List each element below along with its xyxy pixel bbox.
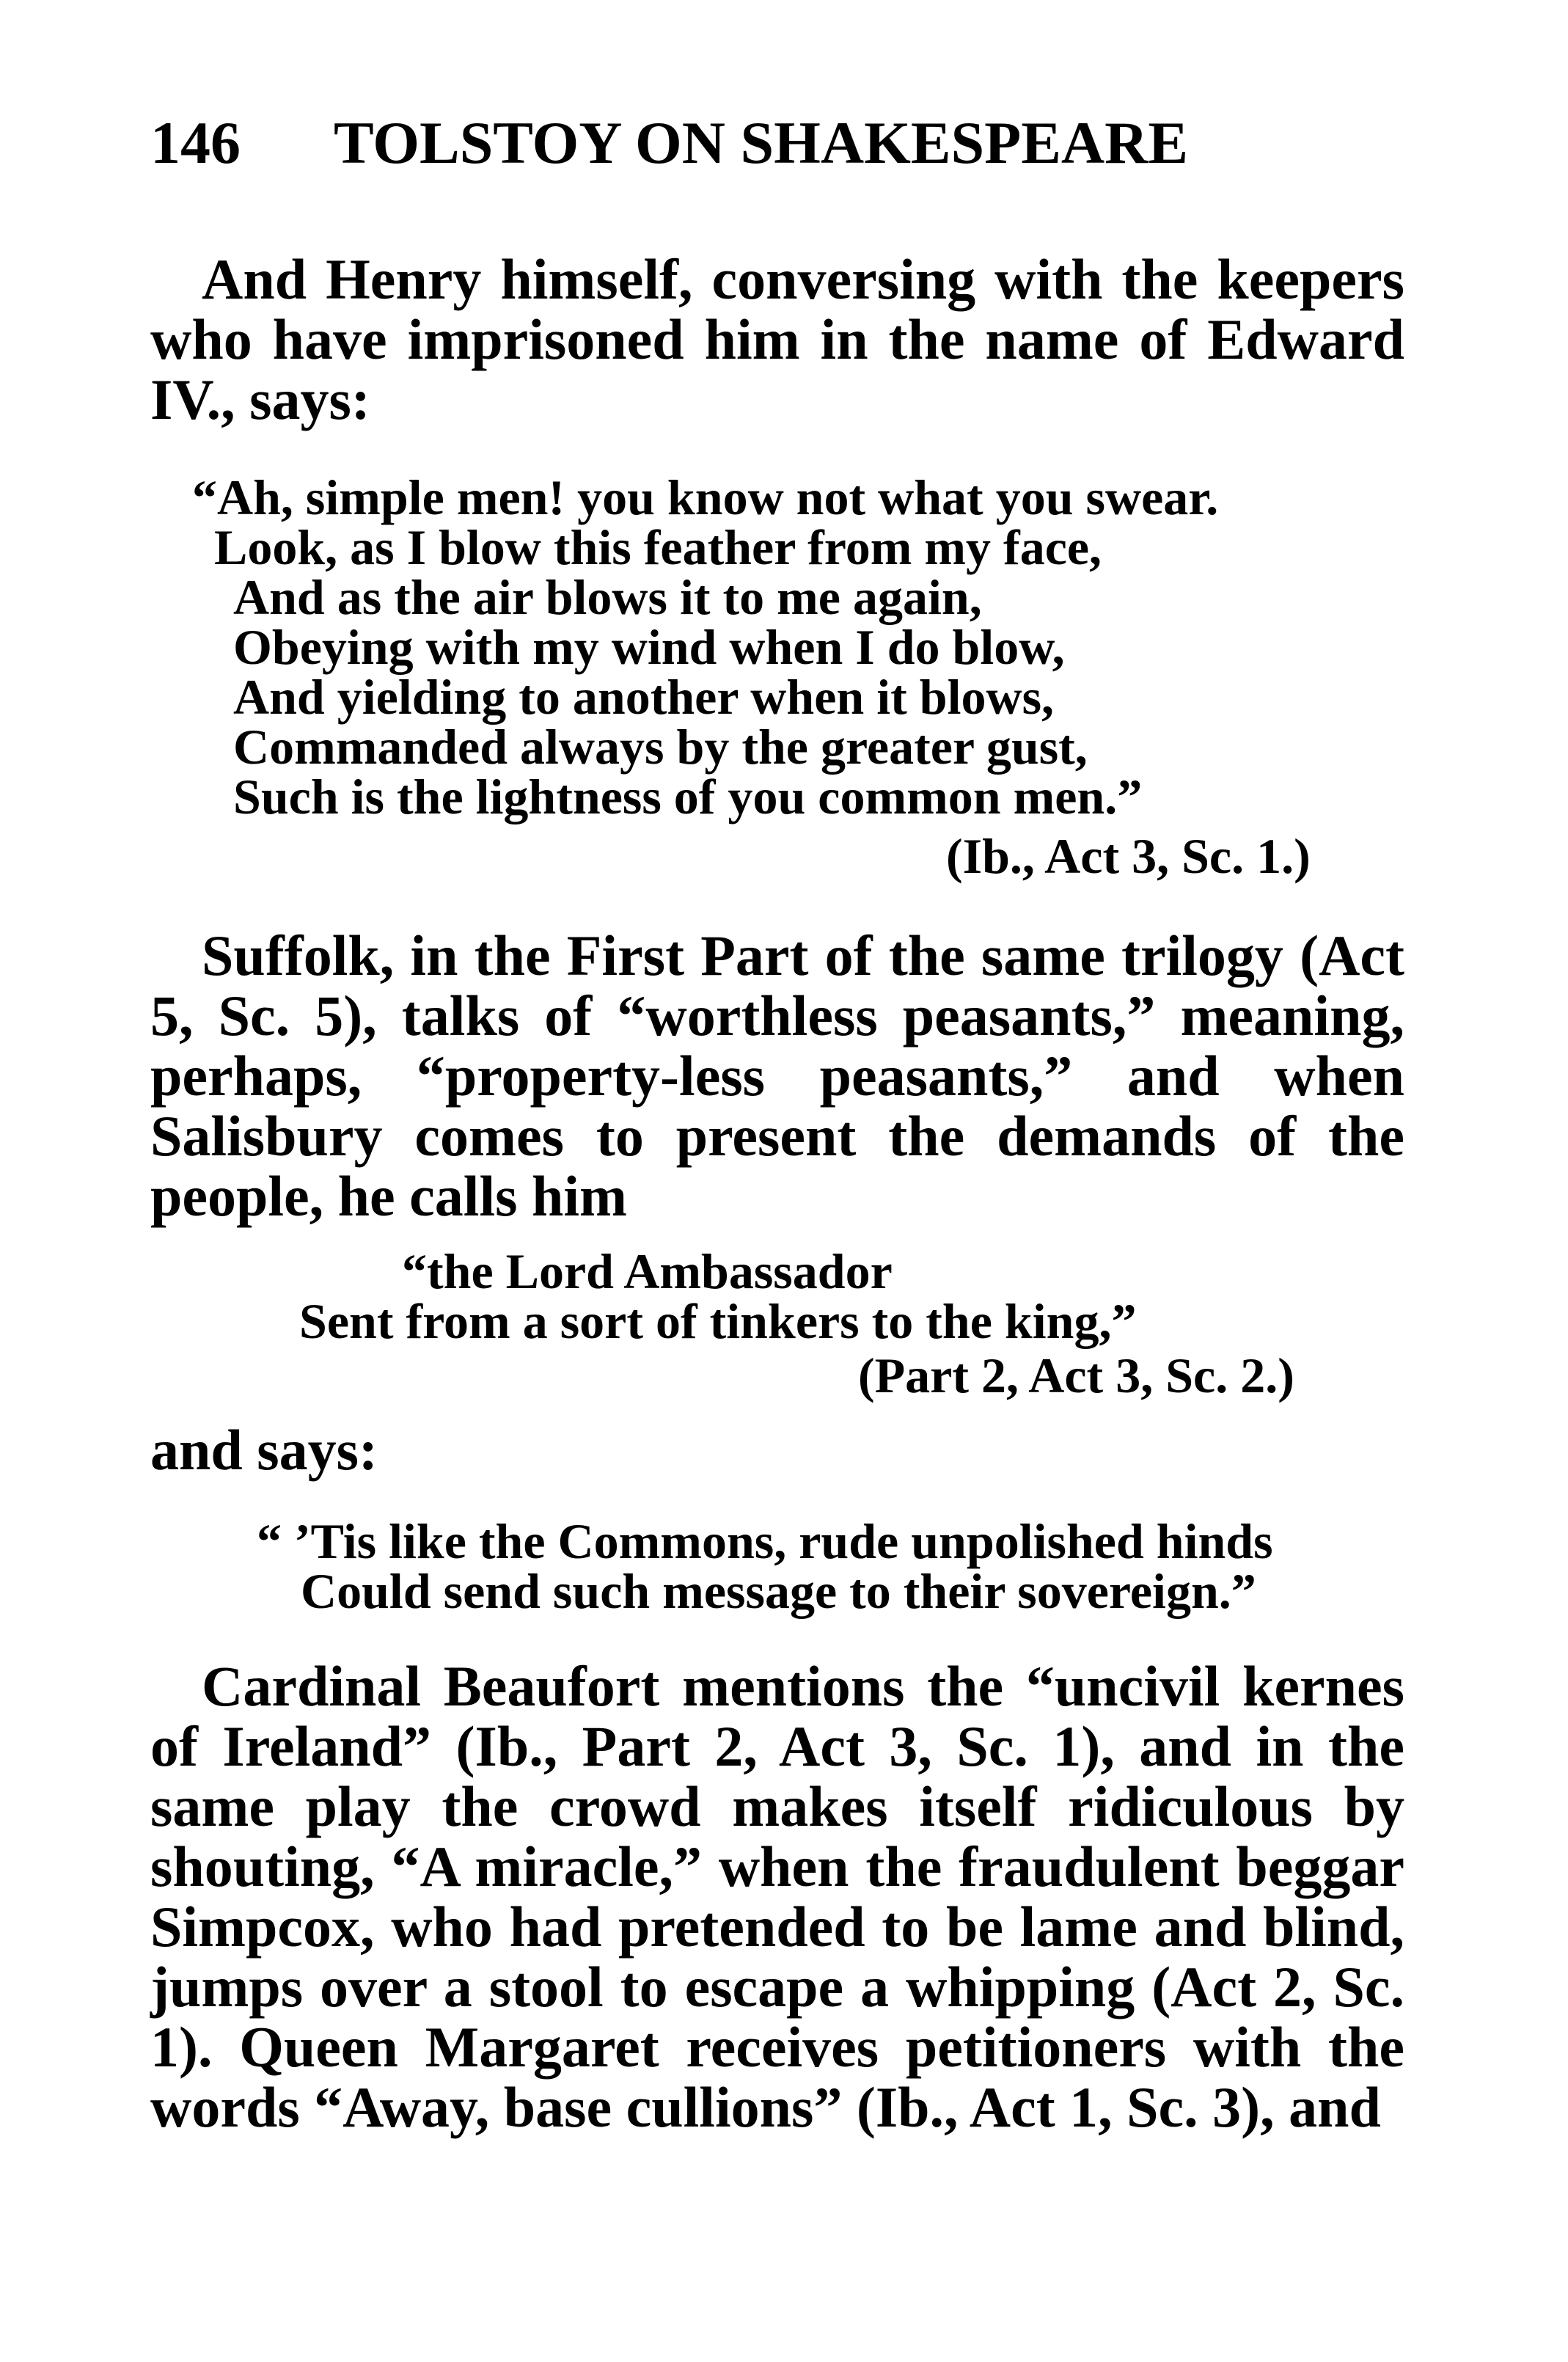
- verse-line: “ ’Tis like the Commons, rude unpolished hinds: [257, 1513, 1273, 1569]
- verse-line: Look, as I blow this feather from my face,: [214, 519, 1102, 575]
- verse-line: “the Lord Ambassador: [402, 1243, 893, 1299]
- verse-line: “Ah, simple men! you know not what you swear.: [192, 469, 1219, 525]
- running-title: TOLSTOY ON SHAKESPEARE: [334, 109, 1189, 176]
- page-number: 146: [150, 109, 241, 176]
- verse-line: Could send such message to their sovereign.”: [301, 1563, 1256, 1619]
- page-header: [150, 109, 1188, 178]
- verse-line: And yielding to another when it blows,: [233, 669, 1055, 725]
- paragraph-henry: And Henry himself, conversing with the keepers who have imprisoned him in the name of Edward IV., says:: [150, 247, 1404, 431]
- verse-line: And as the air blows it to me again,: [233, 569, 982, 625]
- citation: (Part 2, Act 3, Sc. 2.): [858, 1348, 1294, 1403]
- connector-text: and says:: [150, 1418, 378, 1482]
- paragraph-suffolk: Suffolk, in the First Part of the same trilogy (Act 5, Sc. 5), talks of “worthless peasants,” meaning, perhaps, “property-less peasants,” and when Salisbury comes to present the demands of the people, he calls him: [150, 924, 1404, 1228]
- verse-line: Commanded always by the greater gust,: [233, 719, 1088, 775]
- verse-line: Such is the lightness of you common men.”: [233, 769, 1143, 824]
- verse-line: Sent from a sort of tinkers to the king,”: [299, 1293, 1137, 1349]
- paragraph-beaufort: Cardinal Beaufort mentions the “uncivil kernes of Ireland” (Ib., Part 2, Act 3, Sc. 1), and in the same play the crowd makes itself ridiculous by shouting, “A miracle,” when the fraudulent beggar Simpcox, who had pretended to be lame and blind, jumps over a stool to escape a whipping (Act 2, Sc. 1). Queen Margaret receives petitioners with the words “Away, base cullions” (Ib., Act 1, Sc. 3), and: [150, 1654, 1404, 2139]
- verse-line: Obeying with my wind when I do blow,: [233, 619, 1065, 675]
- citation: (Ib., Act 3, Sc. 1.): [946, 828, 1311, 884]
